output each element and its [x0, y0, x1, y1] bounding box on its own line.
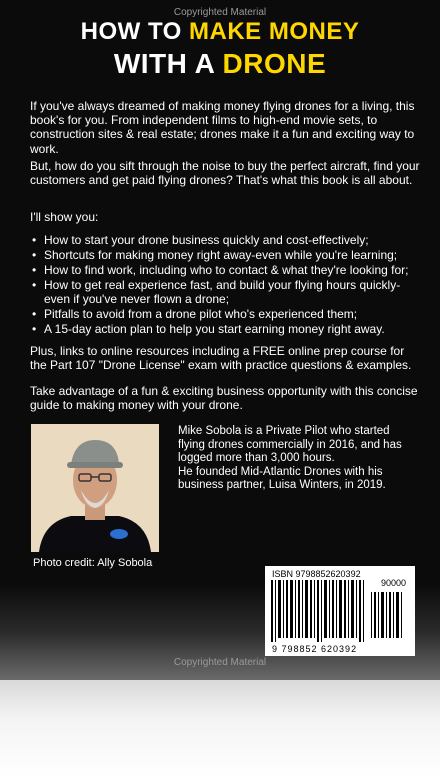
watermark-top: Copyrighted Material	[173, 7, 267, 18]
title-line-2	[0, 48, 440, 80]
author-bio-2: He founded Mid-Atlantic Drones with his business partner, Luisa Winters, in 2019.	[178, 465, 386, 492]
isbn-label: ISBN 9798852620392	[272, 569, 361, 579]
list-item: • How to start your drone business quickly and cost-effectively;	[30, 233, 420, 247]
cover-shadow	[0, 680, 440, 777]
barcode-bars-icon	[271, 578, 409, 642]
author-bio	[178, 425, 403, 493]
photo-credit: Photo credit: Ally Sobola	[33, 557, 153, 569]
benefits-list	[30, 233, 420, 337]
isbn-barcode	[265, 566, 415, 656]
intro-paragraph-3: I'll show you:	[30, 210, 99, 224]
author-photo	[31, 424, 159, 552]
list-item: • A 15-day action plan to help you start earning money right away.	[30, 322, 420, 336]
title-line-1-highlight: MAKE MONEY	[189, 18, 360, 45]
isbn-digits: 9 798852 620392	[272, 644, 358, 654]
intro-paragraph-2: But, how do you sift through the noise to buy the perfect aircraft, find your customers and get paid flying drones? That's what this book is all about.	[30, 159, 420, 188]
title-line-2-prefix: WITH A	[113, 48, 223, 79]
list-item: • How to get real experience fast, and build your flying hours quickly-even if you've never flown a drone;	[30, 278, 420, 306]
title-line-1-prefix: HOW TO	[80, 18, 190, 45]
closing-paragraph-1: Plus, links to online resources including a FREE online prep course for the Part 107 "Drone License" exam with practice questions & examples.	[30, 344, 412, 373]
list-item: • How to find work, including who to contact & what they're looking for;	[30, 263, 420, 277]
title-line-2-highlight: DRONE	[222, 48, 327, 79]
list-item: • Pitfalls to avoid from a drone pilot who's experienced them;	[30, 307, 420, 321]
title-line-1	[0, 18, 440, 46]
intro-paragraph-1: If you've always dreamed of making money flying drones for a living, this book's for you. From independent films to high-end movie sets, to construction sites & real estate; drones make it a fun and exciting way to work.	[30, 99, 415, 156]
author-bio-1: Mike Sobola is a Private Pilot who started flying drones commercially in 2016, and has logged more than 3,000 hours.	[178, 425, 402, 465]
price-code: 90000	[380, 578, 406, 588]
watermark-bottom: Copyrighted Material	[173, 657, 267, 668]
list-item: • Shortcuts for making money right away-even while you're learning;	[30, 248, 420, 262]
closing-paragraph-2: Take advantage of a fun & exciting business opportunity with this concise guide to making money with your drone.	[30, 384, 418, 413]
